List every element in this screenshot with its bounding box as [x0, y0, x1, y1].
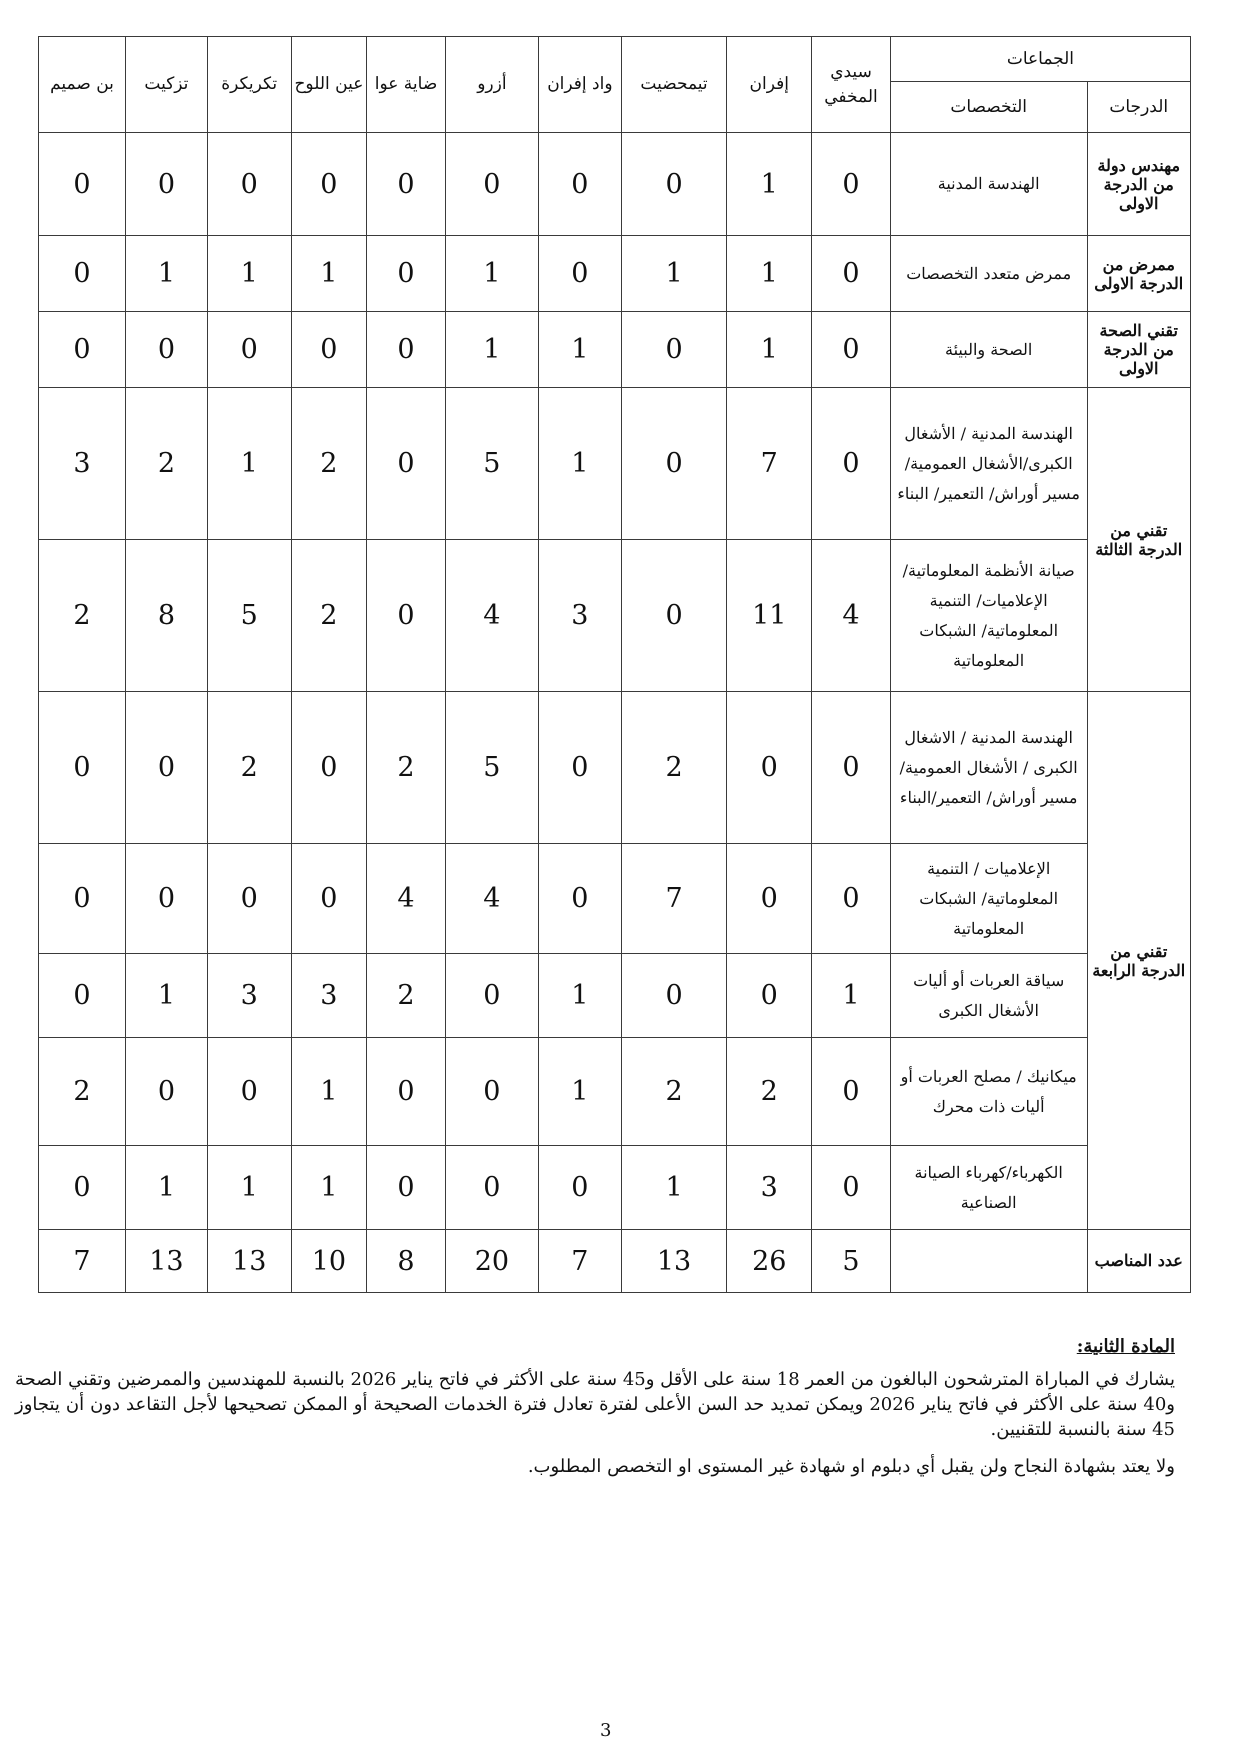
value-cell: 1 — [812, 954, 891, 1038]
specialty-cell: الهندسة المدنية — [890, 133, 1087, 236]
value-cell: 0 — [126, 312, 208, 388]
value-cell: 0 — [727, 954, 812, 1038]
value-cell: 0 — [126, 844, 208, 954]
table-row — [39, 1038, 1191, 1146]
value-cell: 0 — [812, 388, 891, 540]
commune-header: بن صميم — [39, 37, 126, 133]
value-cell: 3 — [39, 388, 126, 540]
value-cell: 0 — [812, 844, 891, 954]
table-row — [39, 1146, 1191, 1230]
value-cell: 0 — [812, 1038, 891, 1146]
commune-header: ضاية عوا — [367, 37, 446, 133]
total-cell: 7 — [538, 1230, 621, 1293]
table-row — [39, 954, 1191, 1038]
total-cell: 13 — [126, 1230, 208, 1293]
table-row — [39, 692, 1191, 844]
value-cell: 0 — [445, 1038, 538, 1146]
value-cell: 1 — [126, 1146, 208, 1230]
value-cell: 0 — [621, 312, 727, 388]
value-cell: 2 — [39, 540, 126, 692]
value-cell: 0 — [812, 133, 891, 236]
value-cell: 1 — [727, 133, 812, 236]
value-cell: 1 — [538, 388, 621, 540]
value-cell: 4 — [812, 540, 891, 692]
value-cell: 3 — [207, 954, 291, 1038]
value-cell: 0 — [291, 692, 367, 844]
totals-label: عدد المناصب — [1087, 1230, 1191, 1293]
value-cell: 0 — [207, 844, 291, 954]
commune-header: تيمحضيت — [621, 37, 727, 133]
value-cell: 2 — [291, 540, 367, 692]
value-cell: 0 — [538, 844, 621, 954]
value-cell: 1 — [207, 388, 291, 540]
value-cell: 1 — [445, 236, 538, 312]
value-cell: 0 — [727, 692, 812, 844]
value-cell: 1 — [538, 312, 621, 388]
value-cell: 4 — [445, 844, 538, 954]
value-cell: 0 — [207, 133, 291, 236]
value-cell: 0 — [367, 1038, 446, 1146]
specialty-cell: الهندسة المدنية / الأشغال الكبرى/الأشغال العمومية/ مسير أوراش/ التعمير/ البناء — [890, 388, 1087, 540]
value-cell: 0 — [126, 1038, 208, 1146]
specialty-cell: سياقة العربات أو أليات الأشغال الكبرى — [890, 954, 1087, 1038]
value-cell: 0 — [291, 312, 367, 388]
commune-header: أزرو — [445, 37, 538, 133]
value-cell: 4 — [367, 844, 446, 954]
value-cell: 11 — [727, 540, 812, 692]
page-number: 3 — [600, 1720, 612, 1741]
value-cell: 2 — [126, 388, 208, 540]
value-cell: 0 — [621, 954, 727, 1038]
total-cell: 13 — [207, 1230, 291, 1293]
value-cell: 1 — [621, 236, 727, 312]
specialty-cell: الهندسة المدنية / الاشغال الكبرى / الأشغال العمومية/ مسير أوراش/ التعمير/البناء — [890, 692, 1087, 844]
value-cell: 0 — [367, 236, 446, 312]
value-cell: 0 — [538, 133, 621, 236]
value-cell: 0 — [445, 133, 538, 236]
value-cell: 1 — [207, 1146, 291, 1230]
value-cell: 2 — [727, 1038, 812, 1146]
commune-header: إفران — [727, 37, 812, 133]
grade-cell: مهندس دولة من الدرجة الاولى — [1087, 133, 1191, 236]
value-cell: 0 — [291, 844, 367, 954]
commune-header: تزكيت — [126, 37, 208, 133]
specialty-cell: الكهرباء/كهرباء الصيانة الصناعية — [890, 1146, 1087, 1230]
value-cell: 0 — [367, 133, 446, 236]
value-cell: 1 — [126, 954, 208, 1038]
table-row — [39, 844, 1191, 954]
article-two — [15, 1336, 1175, 1479]
value-cell: 0 — [367, 312, 446, 388]
total-cell: 8 — [367, 1230, 446, 1293]
totals-empty-cell — [890, 1230, 1087, 1293]
specialty-cell: ممرض متعدد التخصصات — [890, 236, 1087, 312]
value-cell: 5 — [207, 540, 291, 692]
value-cell: 0 — [126, 692, 208, 844]
value-cell: 2 — [367, 692, 446, 844]
value-cell: 2 — [367, 954, 446, 1038]
total-cell: 10 — [291, 1230, 367, 1293]
value-cell: 2 — [291, 388, 367, 540]
total-cell: 26 — [727, 1230, 812, 1293]
specialty-cell: الصحة والبيئة — [890, 312, 1087, 388]
value-cell: 0 — [812, 236, 891, 312]
total-cell: 20 — [445, 1230, 538, 1293]
value-cell: 2 — [621, 1038, 727, 1146]
header-row-top — [39, 37, 1191, 82]
value-cell: 0 — [621, 388, 727, 540]
value-cell: 4 — [445, 540, 538, 692]
value-cell: 0 — [207, 1038, 291, 1146]
specialties-header: التخصصات — [890, 82, 1087, 133]
table-row — [39, 388, 1191, 540]
specialty-cell: الإعلاميات / التنمية المعلوماتية/ الشبكات المعلوماتية — [890, 844, 1087, 954]
value-cell: 7 — [727, 388, 812, 540]
value-cell: 0 — [39, 312, 126, 388]
total-cell: 13 — [621, 1230, 727, 1293]
value-cell: 7 — [621, 844, 727, 954]
commune-header: عين اللوح — [291, 37, 367, 133]
value-cell: 0 — [727, 844, 812, 954]
value-cell: 0 — [445, 954, 538, 1038]
value-cell: 0 — [812, 1146, 891, 1230]
communes-header: الجماعات — [890, 37, 1190, 82]
value-cell: 1 — [621, 1146, 727, 1230]
value-cell: 0 — [812, 312, 891, 388]
specialty-cell: ميكانيك / مصلح العربات أو أليات ذات محرك — [890, 1038, 1087, 1146]
value-cell: 3 — [727, 1146, 812, 1230]
article-paragraph: يشارك في المباراة المترشحون البالغون من العمر 18 سنة على الأقل و45 سنة على الأكثر في فاتح يناير 2026 بالنسبة للمهندسين والممرضين وتقني الصحة و40 سنة على الأكثر في فاتح يناير 2026 ويمكن تمديد حد السن الأعلى لفترة تعادل فترة الخدمات الصحيحة أو الممكن تصحيحها لأجل التقاعد دون أن يتجاوز 45 سنة بالنسبة للتقنيين. — [15, 1369, 1175, 1440]
value-cell: 3 — [291, 954, 367, 1038]
value-cell: 0 — [126, 133, 208, 236]
grade-cell: تقني من الدرجة الثالثة — [1087, 388, 1191, 692]
value-cell: 0 — [207, 312, 291, 388]
article-paragraph: ولا يعتد بشهادة النجاح ولن يقبل أي دبلوم او شهادة غير المستوى او التخصص المطلوب. — [527, 1456, 1175, 1477]
value-cell: 0 — [39, 236, 126, 312]
article-title: المادة الثانية: — [1076, 1336, 1175, 1357]
grade-cell: تقني من الدرجة الرابعة — [1087, 692, 1191, 1230]
commune-header: واد إفران — [538, 37, 621, 133]
value-cell: 2 — [207, 692, 291, 844]
grade-cell: ممرض من الدرجة الاولى — [1087, 236, 1191, 312]
value-cell: 0 — [367, 388, 446, 540]
value-cell: 1 — [207, 236, 291, 312]
value-cell: 0 — [445, 1146, 538, 1230]
grade-cell: تقني الصحة من الدرجة الاولى — [1087, 312, 1191, 388]
table-row — [39, 312, 1191, 388]
value-cell: 0 — [538, 236, 621, 312]
value-cell: 1 — [727, 312, 812, 388]
value-cell: 0 — [291, 133, 367, 236]
value-cell: 1 — [291, 236, 367, 312]
value-cell: 5 — [445, 388, 538, 540]
value-cell: 0 — [39, 692, 126, 844]
value-cell: 1 — [445, 312, 538, 388]
total-cell: 5 — [812, 1230, 891, 1293]
value-cell: 0 — [39, 954, 126, 1038]
value-cell: 0 — [812, 692, 891, 844]
value-cell: 3 — [538, 540, 621, 692]
value-cell: 0 — [538, 1146, 621, 1230]
positions-table — [38, 36, 1191, 1293]
table-row — [39, 236, 1191, 312]
commune-header: سيدي المخفي — [812, 37, 891, 133]
value-cell: 0 — [367, 1146, 446, 1230]
value-cell: 0 — [621, 540, 727, 692]
value-cell: 1 — [291, 1038, 367, 1146]
value-cell: 0 — [39, 844, 126, 954]
value-cell: 0 — [621, 133, 727, 236]
value-cell: 1 — [727, 236, 812, 312]
table-row — [39, 540, 1191, 692]
totals-row — [39, 1230, 1191, 1293]
grades-header: الدرجات — [1087, 82, 1191, 133]
value-cell: 2 — [39, 1038, 126, 1146]
specialty-cell: صيانة الأنظمة المعلوماتية/ الإعلاميات/ التنمية المعلوماتية/ الشبكات المعلوماتية — [890, 540, 1087, 692]
value-cell: 0 — [39, 133, 126, 236]
value-cell: 8 — [126, 540, 208, 692]
value-cell: 1 — [126, 236, 208, 312]
value-cell: 0 — [39, 1146, 126, 1230]
value-cell: 5 — [445, 692, 538, 844]
value-cell: 0 — [538, 692, 621, 844]
table-row — [39, 133, 1191, 236]
value-cell: 1 — [538, 1038, 621, 1146]
commune-header: تكريكرة — [207, 37, 291, 133]
value-cell: 2 — [621, 692, 727, 844]
value-cell: 0 — [367, 540, 446, 692]
total-cell: 7 — [39, 1230, 126, 1293]
value-cell: 1 — [538, 954, 621, 1038]
value-cell: 1 — [291, 1146, 367, 1230]
